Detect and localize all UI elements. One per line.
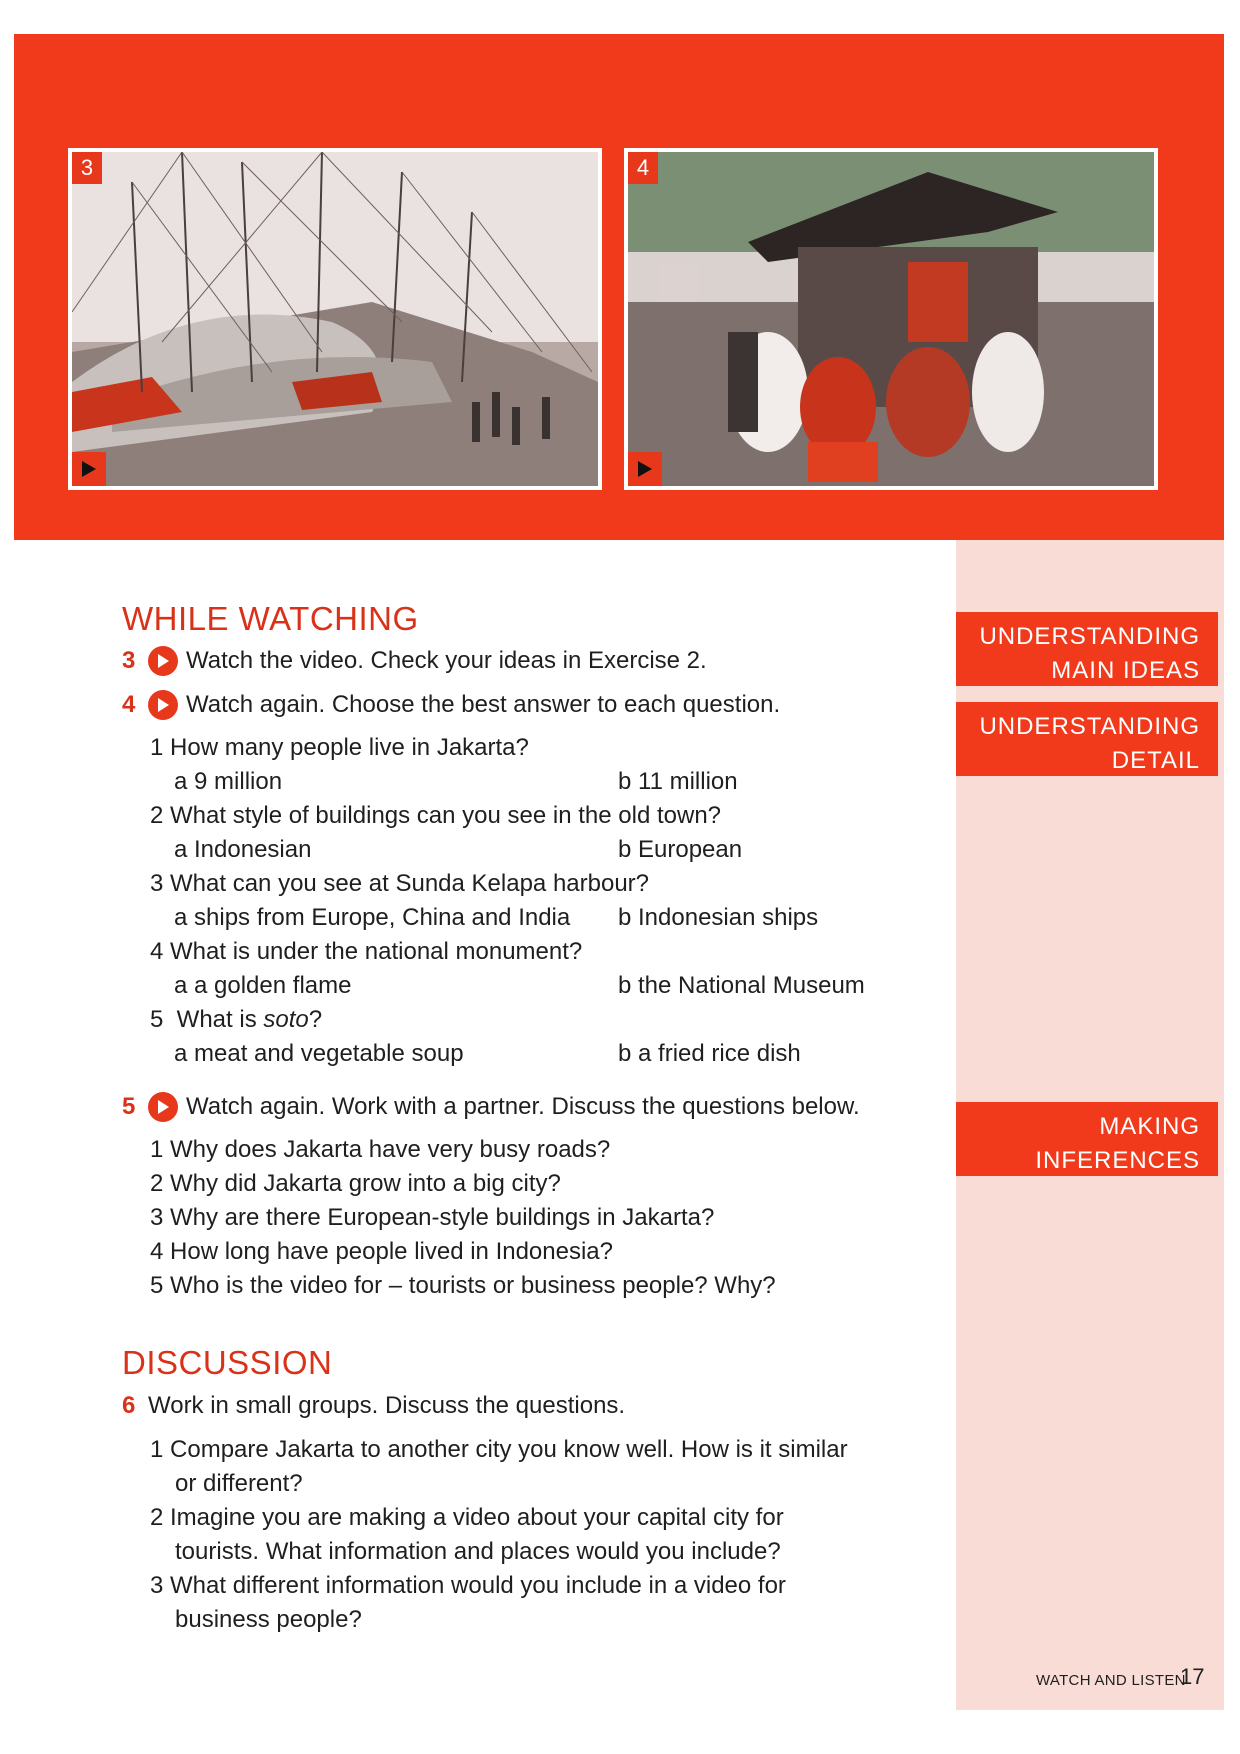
- exercise-number: 5: [122, 1093, 136, 1120]
- exercise-instruction: Watch again. Choose the best answer to each question.: [186, 691, 781, 718]
- question: 5 Who is the video for – tourists or business people? Why?: [150, 1272, 776, 1299]
- answer-option-b[interactable]: b European: [618, 836, 743, 863]
- skill-label-inferences: [956, 1102, 1218, 1176]
- skill-label-line: UNDERSTANDING: [979, 623, 1200, 650]
- skill-label-line: MAKING: [1099, 1113, 1200, 1140]
- photo-harbour: [68, 148, 602, 490]
- exercise-6: [122, 1392, 625, 1420]
- exercise-number: 4: [122, 691, 136, 718]
- play-icon: [638, 461, 652, 477]
- photo-number: 3: [72, 152, 102, 184]
- question: 3 What can you see at Sunda Kelapa harbour?: [150, 870, 650, 897]
- section-heading-discussion: DISCUSSION: [122, 1344, 333, 1381]
- exercise-instruction: Work in small groups. Discuss the questions.: [148, 1392, 626, 1419]
- question: 3 Why are there European-style buildings in Jakarta?: [150, 1204, 715, 1231]
- question: 2 Imagine you are making a video about your capital city for: [150, 1504, 784, 1531]
- question-continuation: tourists. What information and places would you include?: [175, 1538, 781, 1565]
- question-italic-term: soto: [263, 1006, 309, 1033]
- page-number: 17: [1180, 1664, 1205, 1689]
- video-play-icon[interactable]: [148, 646, 178, 676]
- photo-number: 4: [628, 152, 658, 184]
- exercise-4: [122, 690, 780, 720]
- exercise-3: [122, 646, 707, 676]
- skill-label-line: DETAIL: [1111, 747, 1200, 774]
- video-play-icon[interactable]: [148, 690, 178, 720]
- photo-street-food: [624, 148, 1158, 490]
- question: 3 What different information would you include in a video for: [150, 1572, 786, 1599]
- footer-section-label: WATCH AND LISTEN: [1036, 1672, 1186, 1689]
- harbour-ships-photo: [72, 152, 598, 486]
- answer-option-a[interactable]: a 9 million: [174, 768, 283, 795]
- exercise-5: [122, 1092, 860, 1122]
- skill-label-main-ideas: [956, 612, 1218, 686]
- skill-label-line: INFERENCES: [1035, 1147, 1200, 1174]
- answer-option-a[interactable]: a meat and vegetable soup: [174, 1040, 464, 1067]
- question: 1 Compare Jakarta to another city you know well. How is it similar: [150, 1436, 848, 1463]
- street-food-stall-photo: [628, 152, 1154, 486]
- answer-option-a[interactable]: a a golden flame: [174, 972, 352, 999]
- question: 2 Why did Jakarta grow into a big city?: [150, 1170, 561, 1197]
- question-continuation: or different?: [175, 1470, 303, 1497]
- video-play-icon[interactable]: [148, 1092, 178, 1122]
- question-text: ?: [308, 1006, 323, 1033]
- answer-option-a[interactable]: a ships from Europe, China and India: [174, 904, 571, 931]
- skill-label-detail: [956, 702, 1218, 776]
- question: 1 Why does Jakarta have very busy roads?: [150, 1136, 611, 1163]
- question: 2 What style of buildings can you see in the old town?: [150, 802, 722, 829]
- answer-option-b[interactable]: b a fried rice dish: [618, 1040, 801, 1067]
- section-heading-while-watching: WHILE WATCHING: [122, 600, 419, 637]
- exercise-instruction: Watch again. Work with a partner. Discuss the questions below.: [186, 1093, 860, 1120]
- play-button[interactable]: [72, 452, 106, 486]
- question: [150, 1006, 322, 1034]
- skill-label-line: MAIN IDEAS: [1051, 657, 1200, 684]
- exercise-number: 6: [122, 1392, 136, 1419]
- question: 4 What is under the national monument?: [150, 938, 583, 965]
- skill-label-line: UNDERSTANDING: [979, 713, 1200, 740]
- question: 4 How long have people lived in Indonesia?: [150, 1238, 613, 1265]
- exercise-instruction: Watch the video. Check your ideas in Exercise 2.: [186, 647, 707, 674]
- answer-option-b[interactable]: b the National Museum: [618, 972, 865, 999]
- play-icon: [82, 461, 96, 477]
- question: 1 How many people live in Jakarta?: [150, 734, 529, 761]
- play-button[interactable]: [628, 452, 662, 486]
- exercise-number: 3: [122, 647, 136, 674]
- answer-option-b[interactable]: b 11 million: [618, 768, 738, 795]
- question-text: 5 What is: [150, 1006, 264, 1033]
- answer-option-b[interactable]: b Indonesian ships: [618, 904, 819, 931]
- answer-option-a[interactable]: a Indonesian: [174, 836, 312, 863]
- question-continuation: business people?: [175, 1606, 362, 1633]
